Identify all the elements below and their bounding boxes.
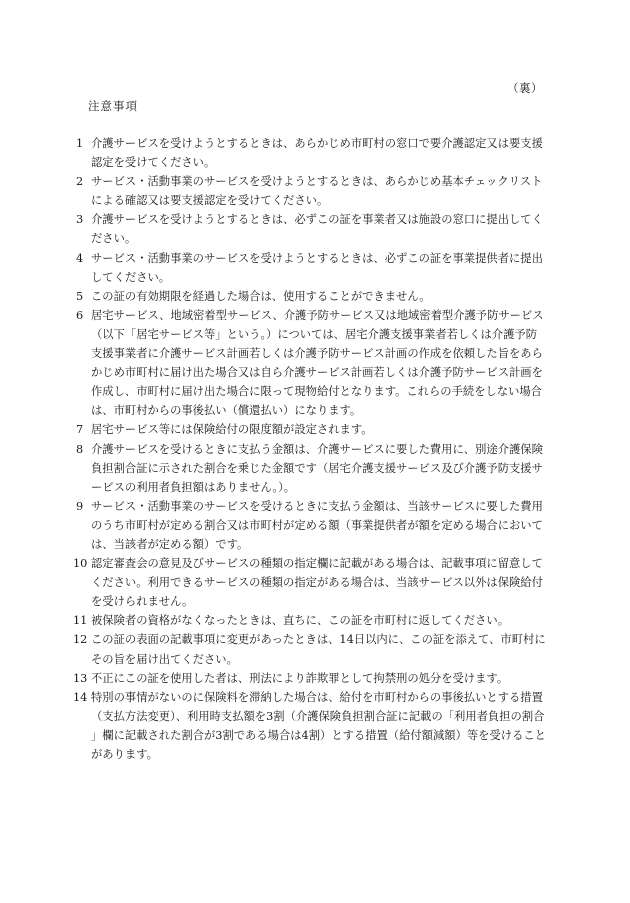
note-number: 9 [76, 499, 84, 513]
note-number: 13 [73, 671, 88, 685]
note-number: 7 [76, 423, 84, 437]
note-number: 12 [73, 633, 88, 647]
note-item [76, 440, 546, 497]
note-text: 居宅サービス等には保険給付の限度額が設定されます。 [91, 423, 373, 437]
note-number: 2 [76, 175, 84, 189]
notes-list [73, 134, 546, 764]
note-item [76, 249, 546, 287]
note-item [73, 688, 546, 764]
note-text: サービス・活動事業のサービスを受けようとするときは、あらかじめ基本チェックリストによる確認又は要支援認定を受けてください。 [91, 175, 543, 208]
note-item [76, 210, 546, 248]
note-item [76, 420, 546, 439]
note-number: 14 [73, 690, 88, 704]
note-text: 不正にこの証を使用した者は、刑法により詐欺罪として拘禁刑の処分を受けます。 [91, 671, 509, 685]
note-number: 11 [73, 614, 88, 628]
note-item [76, 172, 546, 210]
note-text: 認定審査会の意見及びサービスの種類の指定欄に記載がある場合は、記載事項に留意してください。利用できるサービスの種類の指定がある場合は、当該サービス以外は保険給付を受けられません。 [91, 557, 543, 609]
note-number: 8 [76, 442, 84, 456]
notes-heading: 注意事項 [88, 99, 138, 113]
note-number: 1 [76, 137, 84, 150]
note-item [76, 134, 546, 172]
note-item [76, 287, 546, 306]
note-text: 介護サービスを受けるときに支払う金額は、介護サービスに要した費用に、別途介護保険負担割合証に示された割合を乗じた金額です（居宅介護支援サービス及び介護予防支援サービスの利用者負担額はありません。）。 [91, 442, 543, 494]
note-number: 6 [76, 308, 84, 322]
note-number: 4 [76, 251, 84, 265]
note-item [73, 669, 546, 688]
note-item [73, 630, 546, 668]
note-number: 3 [76, 213, 84, 227]
page-side-label: （裏） [507, 81, 543, 95]
note-text: 被保険者の資格がなくなったときは、直ちに、この証を市町村に返してください。 [91, 614, 509, 628]
note-text: サービス・活動事業のサービスを受けるときに支払う金額は、当該サービスに要した費用のうち市町村が定める割合又は市町村が定める額（事業提供者が額を定める場合においては、当該者が定める額）です。 [91, 499, 543, 551]
note-text: 特別の事情がないのに保険料を滞納した場合は、給付を市町村からの事後払いとする措置（支払方法変更）、利用時支払額を3割（介護保険負担割合証に記載の「利用者負担の割合」欄に記載された割合が3割である場合は4割）とする措置（給付額減額）等を受けることがあります。 [91, 690, 546, 761]
note-item [76, 497, 546, 554]
note-number: 5 [76, 289, 84, 303]
note-item [73, 611, 546, 630]
note-text: 介護サービスを受けようとするときは、必ずこの証を事業者又は施設の窓口に提出してください。 [91, 213, 543, 246]
note-item [73, 554, 546, 611]
note-text: 介護サービスを受けようとするときは、あらかじめ市町村の窓口で要介護認定又は要支援認定を受けてください。 [91, 137, 543, 170]
note-item [76, 306, 546, 421]
note-text: サービス・活動事業のサービスを受けようとするときは、必ずこの証を事業提供者に提出してください。 [91, 251, 543, 284]
note-text: この証の有効期限を経過した場合は、使用することができません。 [91, 289, 431, 303]
note-number: 10 [73, 557, 88, 571]
note-text: 居宅サービス、地域密着型サービス、介護予防サービス又は地域密着型介護予防サービス（以下「居宅サービス等」という。）については、居宅介護支援事業者若しくは介護予防支援事業者に介護サービス計画若しくは介護予防サービス計画の作成を依頼した旨をあらかじめ市町村に届け出た場合又は自ら介護サービス計画若しくは介護予防サービス計画を作成し、市町村に届け出た場合に限って現物給付となります。これらの手続をしない場合は、市町村からの事後払い（償還払い）になります。 [91, 308, 544, 418]
note-text: この証の表面の記載事項に変更があったときは、14日以内に、この証を添えて、市町村にその旨を届け出てください。 [91, 633, 546, 666]
